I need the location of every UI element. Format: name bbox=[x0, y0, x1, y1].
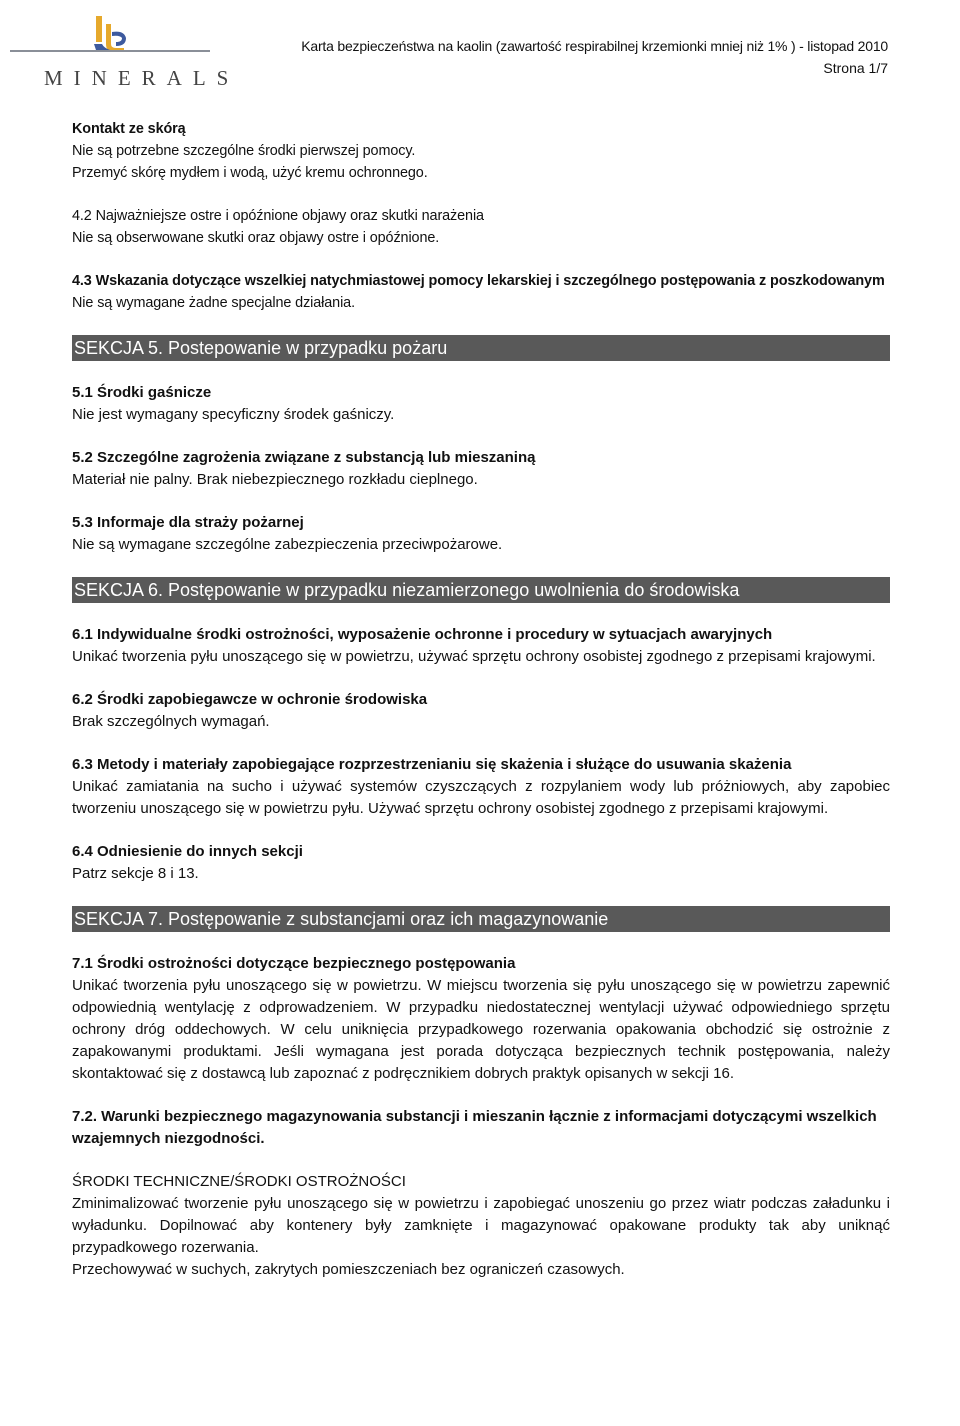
skin-contact-heading: Kontakt ze skórą bbox=[72, 121, 186, 137]
section-6-4-text: Patrz sekcje 8 i 13. bbox=[72, 865, 199, 882]
section-5-1-heading: 5.1 Środki gaśnicze bbox=[72, 384, 212, 401]
section-7-2-subheading: ŚRODKI TECHNICZNE/ŚRODKI OSTROŻNOŚCI bbox=[72, 1173, 406, 1190]
section-6-4-heading: 6.4 Odniesienie do innych sekcji bbox=[72, 843, 303, 860]
document-body bbox=[72, 118, 890, 1281]
minerals-logo bbox=[10, 10, 240, 90]
section-6-2-text: Brak szczególnych wymagań. bbox=[72, 713, 270, 730]
section-4-2-text: Nie są obserwowane skutki oraz objawy ostre i opóźnione. bbox=[72, 230, 440, 246]
section-4-2-heading: 4.2 Najważniejsze ostre i opóźnione objawy oraz skutki narażenia bbox=[72, 208, 484, 224]
section-6-2-heading: 6.2 Środki zapobiegawcze w ochronie środowiska bbox=[72, 691, 428, 708]
section-4-3-text: Nie są wymagane żadne specjalne działania. bbox=[72, 295, 355, 311]
section-4-3-heading: 4.3 Wskazania dotyczące wszelkiej natychmiastowej pomocy lekarskiej i szczególnego postępowania z poszkodowanym bbox=[72, 273, 885, 289]
page-header bbox=[0, 0, 960, 100]
document-title: Karta bezpieczeństwa na kaolin (zawartość respirabilnej krzemionki mniej niż 1% ) - listopad 2010 bbox=[301, 38, 888, 54]
section-5-title-bar: SEKCJA 5. Postepowanie w przypadku pożaru bbox=[72, 335, 890, 361]
section-7-2-heading: 7.2. Warunki bezpiecznego magazynowania substancji i mieszanin łącznie z informacjami dotyczącymi wszelkich wzajemnych niezgodności. bbox=[72, 1108, 877, 1147]
section-6-3-text: Unikać zamiatania na sucho i używać systemów czyszczących z rozpylaniem wody lub próżniowych, aby zapobiec tworzeniu unoszącego się w powietrzu pyłu. Używać sprzętu ochrony osobistej zgodnego z przepisami krajowymi. bbox=[72, 778, 890, 817]
section-5-3-heading: 5.3 Informaje dla straży pożarnej bbox=[72, 514, 304, 531]
section-5-2-heading: 5.2 Szczególne zagrożenia związane z substancją lub mieszaniną bbox=[72, 449, 536, 466]
section-6-title-bar: SEKCJA 6. Postępowanie w przypadku niezamierzonego uwolnienia do środowiska bbox=[72, 577, 890, 603]
logo-text: MINERALS bbox=[44, 66, 240, 90]
section-6-1-text: Unikać tworzenia pyłu unoszącego się w powietrzu, używać sprzętu ochrony osobistej zgodnego z przepisami krajowymi. bbox=[72, 648, 876, 665]
section-7-title-bar: SEKCJA 7. Postępowanie z substancjami oraz ich magazynowanie bbox=[72, 906, 890, 932]
section-6-1-heading: 6.1 Indywidualne środki ostrożności, wyposażenie ochronne i procedury w sytuacjach awaryjnych bbox=[72, 626, 773, 643]
section-5-3-text: Nie są wymagane szczególne zabezpieczenia przeciwpożarowe. bbox=[72, 536, 503, 553]
section-7-1-text: Unikać tworzenia pyłu unoszącego się w powietrzu. W miejscu tworzenia się pyłu unoszącego się w powietrzu zapewnić odpowiednią wentylację z odprowadzeniem. W przypadku niedostatecznej wentylacji używać odpowiedniego sprzętu ochrony dróg oddechowych. W celu uniknięcia przypadkowego rozerwania opakowania obchodzić się ostrożnie z zapakowanymi produktami. Jeśli wymagana jest porada dotycząca bezpiecznych technik postępowania, należy skontaktować się z dostawcą lub zapoznać z podręcznikiem dobrych praktyk opisanych w sekcji 16. bbox=[72, 977, 890, 1082]
skin-contact-line-2: Przemyć skórę mydłem i wodą, użyć kremu ochronnego. bbox=[72, 165, 428, 181]
section-6-3-heading: 6.3 Metody i materiały zapobiegające rozprzestrzenianiu się skażenia i służące do usuwania skażenia bbox=[72, 756, 792, 773]
section-7-2-text-2: Przechowywać w suchych, zakrytych pomieszczeniach bez ograniczeń czasowych. bbox=[72, 1261, 625, 1278]
section-5-2-text: Materiał nie palny. Brak niebezpiecznego rozkładu cieplnego. bbox=[72, 471, 478, 488]
section-5-1-text: Nie jest wymagany specyficzny środek gaśniczy. bbox=[72, 406, 395, 423]
skin-contact-line-1: Nie są potrzebne szczególne środki pierwszej pomocy. bbox=[72, 143, 416, 159]
section-7-2-text-1: Zminimalizować tworzenie pyłu unoszącego się w powietrzu i zapobiegać unoszeniu go przez wiatr podczas załadunku i wyładunku. Dopilnować aby kontenery były zamknięte i magazynować opakowane produkty tak aby uniknąć przypadkowego rozerwania. bbox=[72, 1195, 890, 1256]
page-number: Strona 1/7 bbox=[823, 60, 888, 76]
section-7-1-heading: 7.1 Środki ostrożności dotyczące bezpiecznego postępowania bbox=[72, 955, 516, 972]
